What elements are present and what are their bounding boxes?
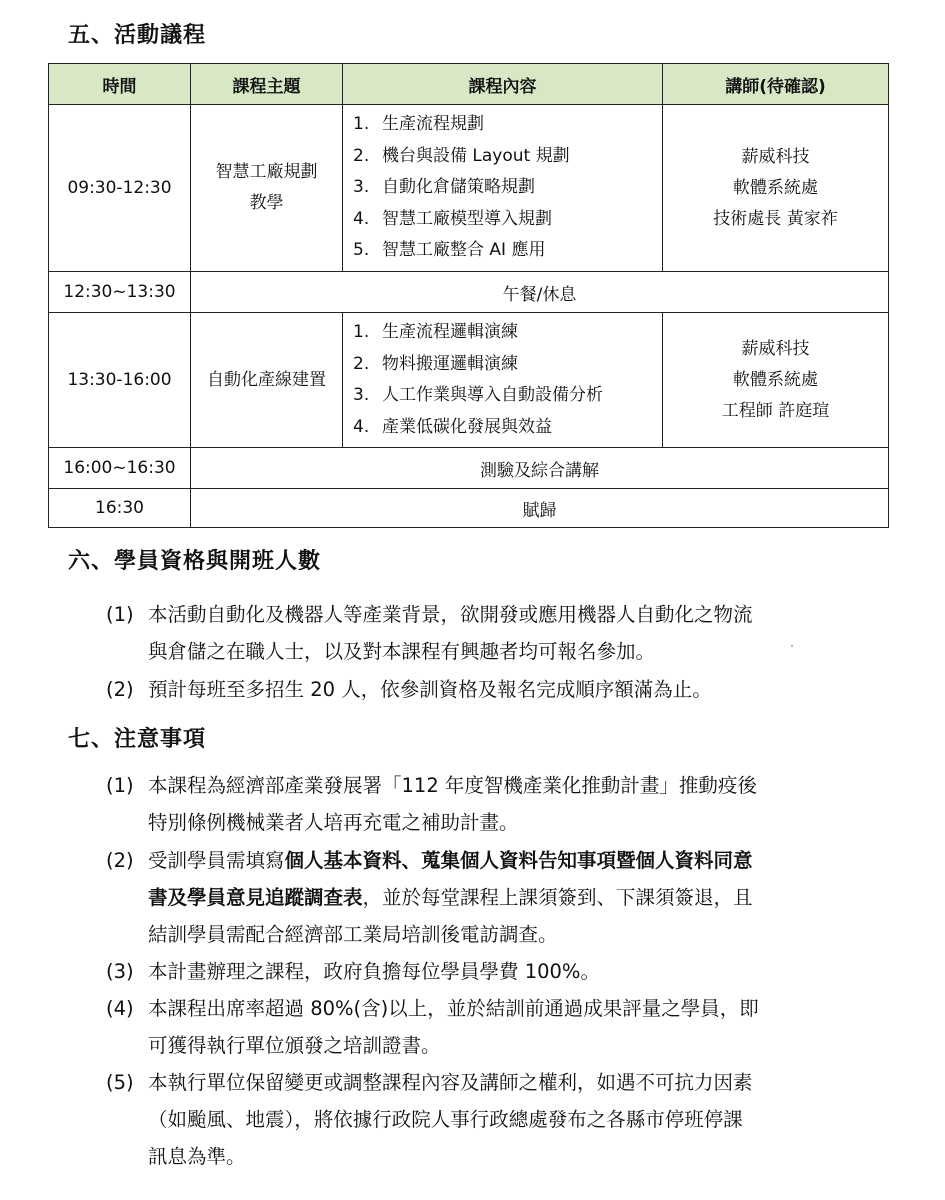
topic-line: 智慧工廠規劃 xyxy=(215,162,318,182)
header-speaker: 講師(待確認) xyxy=(663,64,889,105)
item-text: 預計每班至多招生 20 人，依參訓資格及報名完成順序額滿為止。 xyxy=(148,678,712,701)
item-text: 受訓學員需填寫個人基本資料、蒐集個人資料告知事項暨個人資料同意 書及學員意見追蹤調查表，並於每堂課程上課須簽到、下課須簽退，且 結訓學員需配合經濟部工業局培訓後電訪調查。 xyxy=(148,849,753,946)
table-row xyxy=(49,313,889,448)
list-item xyxy=(106,1064,876,1175)
list-item xyxy=(106,596,876,670)
list-item: 4. 產業低碳化發展與效益 xyxy=(353,416,552,437)
header-topic: 課程主題 xyxy=(191,64,343,105)
list-item xyxy=(106,953,876,990)
list-item: 1. 生產流程規劃 xyxy=(353,114,484,135)
table-row xyxy=(49,448,889,489)
end-text: 賦歸 xyxy=(191,489,889,528)
table-row xyxy=(49,489,889,528)
session-time: 09:30-12:30 xyxy=(49,105,191,272)
agenda-header-row xyxy=(49,64,889,105)
list-item xyxy=(106,671,876,708)
item-marker: (3) xyxy=(106,960,134,983)
list-item xyxy=(106,990,876,1064)
list-item: 3. 人工作業與導入自動設備分析 xyxy=(353,385,603,405)
item-marker: (2) xyxy=(106,678,134,701)
lunch-time: 12:30~13:30 xyxy=(49,272,191,313)
table-row xyxy=(49,272,889,313)
speaker-line: 工程師 許庭瑄 xyxy=(721,400,830,421)
item-marker: (1) xyxy=(106,603,134,626)
speaker-line: 軟體系統處 xyxy=(733,369,818,390)
list-item: 2. 機台與設備 Layout 規劃 xyxy=(353,145,570,166)
speaker-line: 薪威科技 xyxy=(741,146,810,167)
item-text: 本執行單位保留變更或調整課程內容及講師之權利，如遇不可抗力因素 （如颱風、地震），將依據行政院人事行政總處發布之各縣市停班停課 訊息為準。 xyxy=(148,1071,753,1168)
section-title-notes: 七、注意事項 xyxy=(68,727,207,752)
item-marker: (1) xyxy=(106,774,134,797)
list-item xyxy=(106,842,876,953)
list-item: 2. 物料搬運邏輯演練 xyxy=(353,353,518,374)
stray-dot xyxy=(791,645,793,647)
content-list xyxy=(353,109,662,267)
list-item: 1. 生產流程邏輯演練 xyxy=(353,322,518,342)
section-title-agenda: 五、活動議程 xyxy=(68,23,207,48)
lunch-text: 午餐/休息 xyxy=(191,272,889,313)
test-text: 測驗及綜合講解 xyxy=(191,448,889,489)
speaker-line: 技術處長 黃家祚 xyxy=(713,208,838,229)
agenda-table xyxy=(48,63,889,528)
section-title-eligibility: 六、學員資格與開班人數 xyxy=(68,549,322,574)
item-text: 本活動自動化及機器人等產業背景，欲開發或應用機器人自動化之物流 與倉儲之在職人士，以及對本課程有興趣者均可報名參加。 xyxy=(148,603,753,663)
topic-line: 教學 xyxy=(249,193,284,213)
topic-line: 自動化產線建置 xyxy=(207,369,326,390)
end-time: 16:30 xyxy=(49,489,191,528)
session-content xyxy=(343,313,663,448)
session-time: 13:30-16:00 xyxy=(49,313,191,448)
session-speaker xyxy=(663,313,889,448)
item-text: 本計畫辦理之課程，政府負擔每位學員學費 100%。 xyxy=(148,960,600,983)
list-item: 5. 智慧工廠整合 AI 應用 xyxy=(353,240,546,261)
header-time: 時間 xyxy=(49,64,191,105)
content-list xyxy=(353,317,662,443)
session-content xyxy=(343,105,663,272)
item-marker: (2) xyxy=(106,849,134,872)
session-topic xyxy=(191,105,343,272)
item-text: 本課程為經濟部產業發展署「112 年度智機產業化推動計畫」推動疫後 特別條例機械業者人培再充電之補助計畫。 xyxy=(148,774,757,834)
item-marker: (4) xyxy=(106,997,134,1020)
speaker-line: 薪威科技 xyxy=(741,338,810,359)
table-row xyxy=(49,105,889,272)
list-item: 3. 自動化倉儲策略規劃 xyxy=(353,177,535,198)
test-time: 16:00~16:30 xyxy=(49,448,191,489)
session-speaker xyxy=(663,105,889,272)
speaker-line: 軟體系統處 xyxy=(733,177,818,198)
session-topic xyxy=(191,313,343,448)
list-item xyxy=(106,767,876,841)
item-marker: (5) xyxy=(106,1071,134,1094)
item-text: 本課程出席率超過 80%(含)以上，並於結訓前通過成果評量之學員，即 可獲得執行單位頒發之培訓證書。 xyxy=(148,997,759,1057)
list-item: 4. 智慧工廠模型導入規劃 xyxy=(353,208,552,229)
header-content: 課程內容 xyxy=(343,64,663,105)
